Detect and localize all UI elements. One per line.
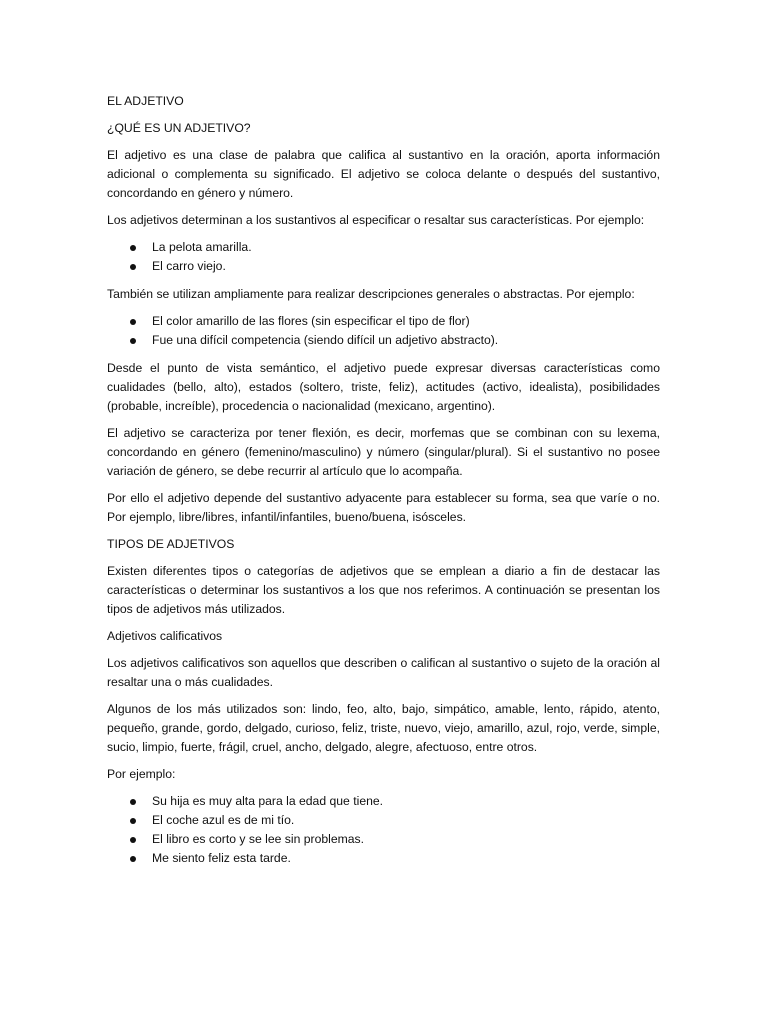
paragraph-abstract: También se utilizan ampliamente para realizar descripciones generales o abstractas. Por ejemplo: xyxy=(107,287,635,301)
bullet-icon xyxy=(130,245,136,251)
list-item xyxy=(107,257,660,276)
list-item-text: El libro es corto y se lee sin problemas. xyxy=(152,832,365,846)
paragraph-common-adjectives: Algunos de los más utilizados son: lindo, feo, alto, bajo, simpático, amable, lento, rápido, atento, pequeño, grande, gordo, delgado, curioso, feliz, triste, nuevo, viejo, amarillo, azul, rojo, verde, simple, sucio, limpio, fuerte, frágil, cruel, ancho, delgado, alegre, afectuoso, entre otros. xyxy=(107,702,660,754)
paragraph-types: Existen diferentes tipos o categorías de adjetivos que se emplean a diario a fin de destacar las características o determinar los sustantivos a los que nos referimos. A continuación se presentan los tipos de adjetivos más utilizados. xyxy=(107,564,660,616)
list-item xyxy=(107,312,660,331)
bullet-icon xyxy=(130,264,136,270)
question-heading: ¿QUÉ ES UN ADJETIVO? xyxy=(107,121,251,135)
paragraph-agreement: Por ello el adjetivo depende del sustantivo adyacente para establecer su forma, sea que varíe o no. Por ejemplo, libre/libres, infantil/infantiles, bueno/buena, isósceles. xyxy=(107,491,660,524)
list-item xyxy=(107,811,660,830)
paragraph-determine: Los adjetivos determinan a los sustantivos al especificar o resaltar sus características. Por ejemplo: xyxy=(107,213,645,227)
list-item xyxy=(107,238,660,257)
document-page xyxy=(107,92,660,877)
paragraph-definition: El adjetivo es una clase de palabra que califica al sustantivo en la oración, aporta información adicional o complementa su significado. El adjetivo se coloca delante o después del sustantivo, concordando en género y número. xyxy=(107,148,660,200)
paragraph-inflection: El adjetivo se caracteriza por tener flexión, es decir, morfemas que se combinan con su lexema, concordando en género (femenino/masculino) y número (singular/plural). Si el sustantivo no posee variación de género, se debe recurrir al artículo que lo acompaña. xyxy=(107,426,660,478)
paragraph-examples-intro: Por ejemplo: xyxy=(107,767,176,781)
bullet-icon xyxy=(130,818,136,824)
bullet-icon xyxy=(130,319,136,325)
list-item-text: El coche azul es de mi tío. xyxy=(152,813,295,827)
list-item-text: El color amarillo de las flores (sin especificar el tipo de flor) xyxy=(152,314,470,328)
qualifying-heading: Adjetivos calificativos xyxy=(107,629,223,643)
example-list-3 xyxy=(107,792,660,868)
paragraph-qualifying: Los adjetivos calificativos son aquellos que describen o califican al sustantivo o sujeto de la oración al resaltar una o más cualidades. xyxy=(107,656,660,689)
bullet-icon xyxy=(130,338,136,344)
list-item xyxy=(107,792,660,811)
bullet-icon xyxy=(130,799,136,805)
list-item-text: La pelota amarilla. xyxy=(152,240,252,254)
document-title: EL ADJETIVO xyxy=(107,94,184,108)
list-item xyxy=(107,849,660,868)
example-list-1 xyxy=(107,238,660,276)
paragraph-semantic: Desde el punto de vista semántico, el adjetivo puede expresar diversas características como cualidades (bello, alto), estados (soltero, triste, feliz), actitudes (activo, idealista), posibilidades (probable, increíble), procedencia o nacionalidad (mexicano, argentino). xyxy=(107,361,660,413)
list-item-text: El carro viejo. xyxy=(152,259,226,273)
types-heading: TIPOS DE ADJETIVOS xyxy=(107,537,235,551)
list-item-text: Su hija es muy alta para la edad que tiene. xyxy=(152,794,384,808)
list-item-text: Me siento feliz esta tarde. xyxy=(152,851,291,865)
list-item xyxy=(107,830,660,849)
list-item-text: Fue una difícil competencia (siendo difícil un adjetivo abstracto). xyxy=(152,333,499,347)
bullet-icon xyxy=(130,856,136,862)
example-list-2 xyxy=(107,312,660,350)
bullet-icon xyxy=(130,837,136,843)
list-item xyxy=(107,331,660,350)
